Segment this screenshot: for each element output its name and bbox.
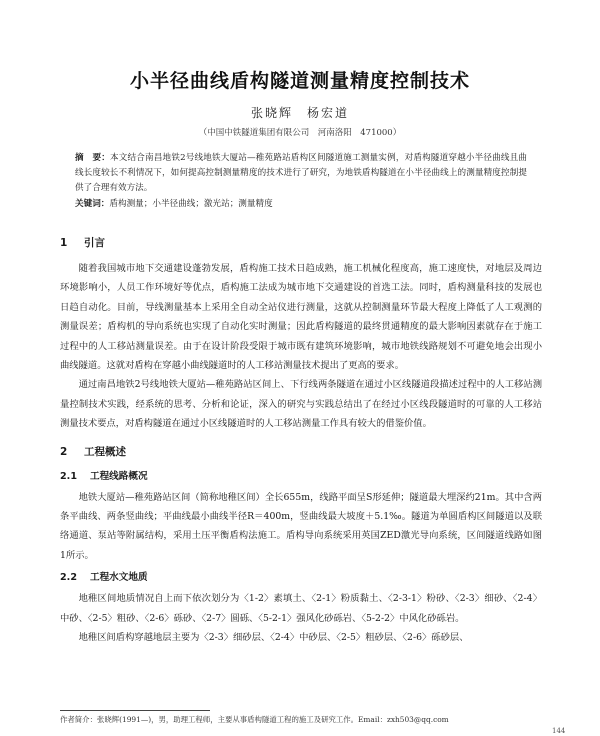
keywords-text: 盾构测量；小半径曲线；激光站；测量精度	[109, 199, 273, 209]
section-title: 工程概述	[84, 445, 126, 458]
paper-authors: 张晓辉 杨宏道	[250, 106, 349, 120]
paragraph: 随着我国城市地下交通建设蓬勃发展，盾构施工技术日趋成熟，施工机械化程度高，施工速度快，对地层及周边环境影响小，人员工作环境好等优点，盾构施工法成为城市地下交通建设的首选工法。同时，盾构测量科技的发展也日趋自动化。目前，导线测量基本上采用全自动全站仪进行测量，这就从控制测量环节最大程度上降低了人工观测的测量误差；盾构机的导向系统也实现了自动化实时测量；因此盾构隧道的最终贯通精度的最大影响因素就存在于施工过程中的人工移站测量误差。由于在设计阶段受限于城市既有建筑环境影响，城市地铁线路规划不可避免地会出现小曲线隧道。这就对盾构在穿越小曲线隧道时的人工移站测量技术提出了更高的要求。	[60, 263, 542, 372]
subsection-heading	[60, 569, 542, 587]
paper-affiliation: （中国中铁隧道集团有限公司 河南洛阳 471000）	[198, 128, 402, 138]
paragraph: 地铁大厦站—稚苑路站区间（简称地稚区间）全长655m，线路平面呈S形延伸；隧道最大埋深约21m。其中含两条平曲线、两条竖曲线；平曲线最小曲线半径R＝400m，竖曲线最大坡度＋5.1‰。隧道为单圆盾构区间隧道以及联络通道、泵站等附属结构，采用土压平衡盾构法施工。盾构导向系统采用英国ZED激光导向系统，区间隧道线路如图1所示。	[60, 491, 542, 561]
paper-body	[60, 233, 542, 648]
subsection-title: 工程线路概况	[90, 470, 148, 482]
subsection-number: 2.2	[60, 572, 77, 584]
paragraph: 地稚区间盾构穿越地层主要为〈2-3〉细砂层、〈2-4〉中砂层、〈2-5〉粗砂层、〈2-6〉砾砂层、	[78, 632, 469, 644]
subsection-heading	[60, 468, 542, 486]
paragraph: 通过南昌地铁2号线地铁大厦站—稚苑路站区间上、下行线两条隧道在通过小区线隧道段描述过程中的人工移站测量控制技术实践，经系统的思考、分析和论证，深入的研究与实践总结出了在经过小区线段隧道时的可靠的人工移站测量技术要点，对盾构隧道在通过小区线隧道时的人工移站测量工作具有较大的借鉴价值。	[60, 379, 542, 430]
keywords	[75, 197, 527, 212]
abstract-label: 摘 要：	[75, 153, 111, 163]
section-heading	[60, 233, 542, 253]
subsection-number: 2.1	[60, 470, 77, 482]
subsection-title: 工程水文地质	[90, 572, 148, 584]
page-number: 144	[552, 727, 566, 735]
paper-title: 小半径曲线盾构隧道测量精度控制技术	[129, 70, 470, 92]
section-number: 1	[60, 237, 68, 249]
section-number: 2	[60, 445, 68, 458]
section-heading	[60, 442, 542, 462]
abstract-block	[75, 151, 527, 212]
paragraph: 地稚区间地质情况自上而下依次划分为〈1-2〉素填土、〈2-1〉粉质黏土、〈2-3-1〉粉砂、〈2-3〉细砂、〈2-4〉中砂、〈2-5〉粗砂、〈2-6〉砾砂、〈2-7〉圆砾、〈5-2-1〉强风化砂砾岩、〈5-2-2〉中风化砂砾岩。	[60, 593, 542, 624]
section-title: 引言	[84, 237, 105, 249]
author-footnote: 作者简介：张晓辉(1991—)，男，助理工程师，主要从事盾构隧道工程的施工及研究工作。Email：zxh503@qq.com	[60, 715, 449, 724]
footnote-divider	[60, 710, 210, 711]
abstract-text: 本文结合南昌地铁2号线地铁大厦站—稚苑路站盾构区间隧道施工测量实例，对盾构隧道穿越小半径曲线且曲线长度较长不利情况下，如何提高控制测量精度的技术进行了研究，为地铁盾构隧道在小半径曲线上的测量精度控制提供了合理有效方法。	[75, 153, 527, 193]
keywords-label: 关键词：	[75, 199, 110, 209]
abstract	[75, 151, 527, 196]
